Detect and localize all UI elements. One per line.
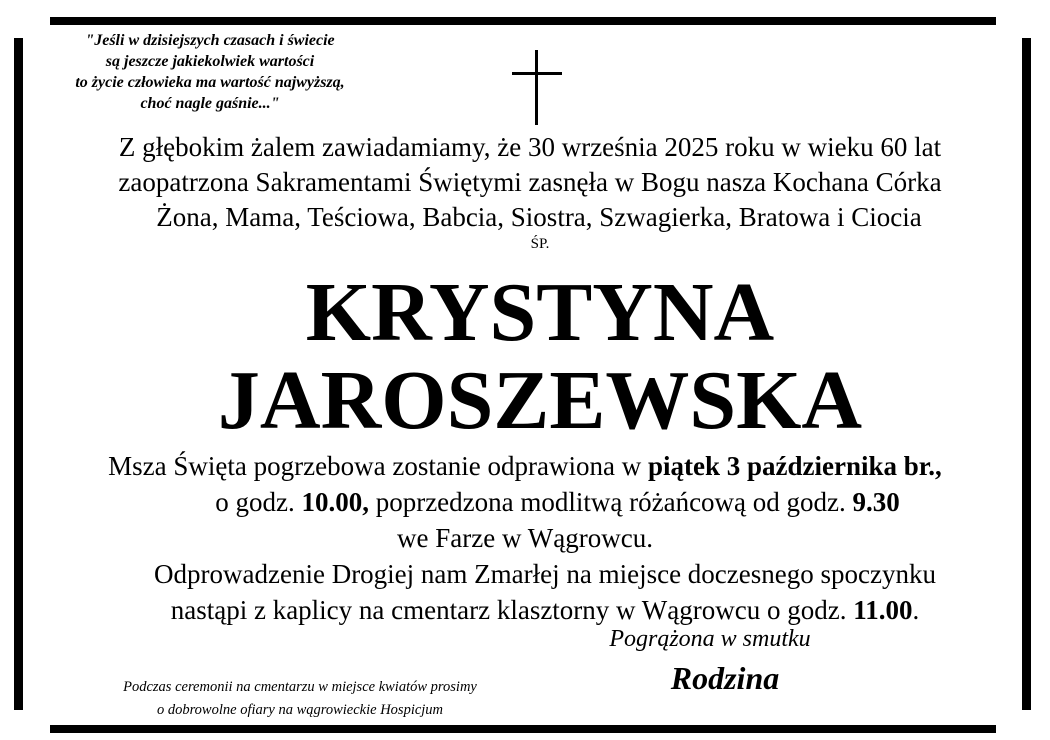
border-top-bar bbox=[50, 17, 996, 25]
cross-icon bbox=[512, 50, 562, 125]
border-bottom-bar bbox=[50, 725, 996, 733]
deceased-last-name: JAROSZEWSKA bbox=[217, 354, 863, 447]
mass-date: piątek 3 października br., bbox=[648, 451, 942, 481]
cross-vertical bbox=[535, 50, 538, 125]
procession-time: 11.00 bbox=[853, 595, 913, 625]
sp-label: ŚP. bbox=[530, 236, 550, 252]
mass-text: poprzedzona modlitwą różańcową od godz. bbox=[368, 487, 853, 517]
funeral-details bbox=[20, 448, 1030, 628]
mass-text: o godz. bbox=[215, 487, 302, 517]
mass-line-4: Odprowadzenie Drogiej nam Zmarłej na miejsce doczesnego spoczynku bbox=[154, 559, 936, 589]
quote-line: są jeszcze jakiekolwiek wartości bbox=[105, 53, 315, 70]
quote-line: to życie człowieka ma wartość najwyższą, bbox=[75, 74, 345, 91]
mass-line-5 bbox=[20, 592, 1030, 628]
family-signature: Rodzina bbox=[670, 660, 780, 696]
mass-text: . bbox=[912, 595, 920, 625]
intro-line: Żona, Mama, Teściowa, Babcia, Siostra, Szwagierka, Bratowa i Ciocia bbox=[156, 202, 922, 232]
intro-line: Z głębokim żalem zawiadamiamy, że 30 września 2025 roku w wieku 60 lat bbox=[118, 132, 942, 162]
quote-line: choć nagle gaśnie..." bbox=[140, 95, 280, 112]
cross-horizontal bbox=[512, 72, 562, 75]
note-line: Podczas ceremonii na cmentarzu w miejsce kwiatów prosimy bbox=[123, 679, 477, 695]
mass-line-3: we Farze w Wągrowcu. bbox=[397, 523, 653, 553]
intro-line: zaopatrzona Sakramentami Świętymi zasnęła w Bogu nasza Kochana Córka bbox=[118, 167, 942, 197]
note-line: o dobrowolne ofiary na wągrowieckie Hospicjum bbox=[156, 702, 444, 718]
mass-line-1 bbox=[20, 448, 1030, 484]
rosary-time: 9.30 bbox=[852, 487, 900, 517]
mass-time: 10.00, bbox=[301, 487, 369, 517]
quote-line: "Jeśli w dzisiejszych czasach i świecie bbox=[85, 32, 335, 49]
mass-line-2 bbox=[20, 484, 1030, 520]
quote bbox=[30, 30, 390, 114]
deceased-first-name: KRYSTYNA bbox=[305, 266, 775, 359]
mass-text: Msza Święta pogrzebowa zostanie odprawiona w bbox=[108, 451, 649, 481]
mourning-text: Pogrążona w smutku bbox=[609, 626, 811, 652]
mass-text: nastąpi z kaplicy na cmentarz klasztorny w Wągrowcu o godz. bbox=[170, 595, 854, 625]
announcement-intro bbox=[40, 130, 1020, 235]
donation-note bbox=[40, 676, 560, 722]
